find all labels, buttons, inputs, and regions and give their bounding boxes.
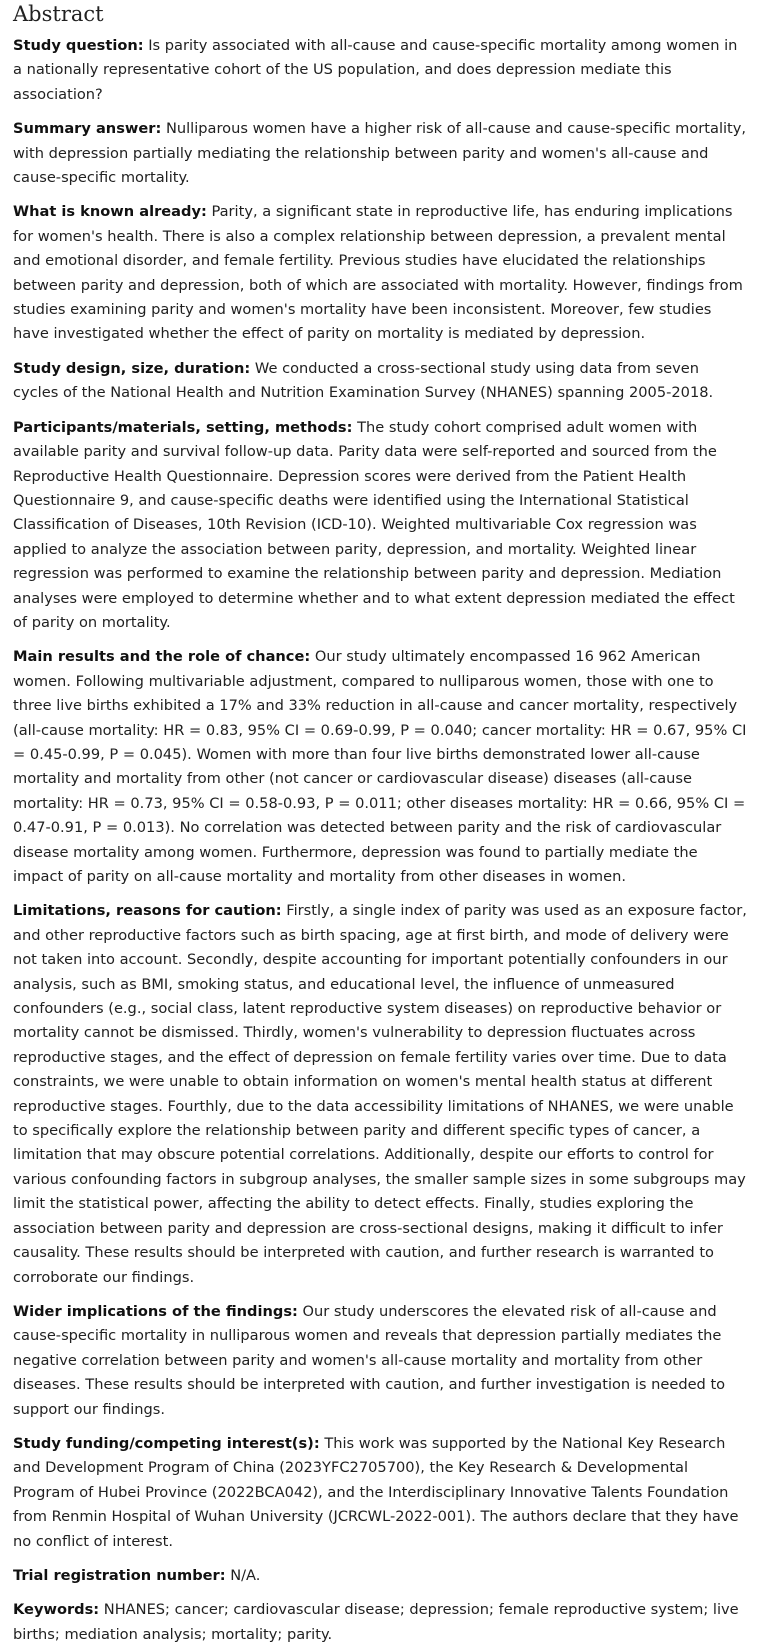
- section-label: Main results and the role of chance:: [13, 648, 311, 666]
- section-study-question: [13, 34, 748, 107]
- section-text: Our study ultimately encompassed 16 962 American women. Following multivariable adjustment, compared to nulliparous women, those with one to three live births exhibited a 17% and 33% reduction in all-cause and cancer mortality, respectively (all-cause mortality: HR = 0.83, 95% CI = 0.69-0.99, P = 0.040; cancer mortality: HR = 0.67, 95% CI = 0.45-0.99, P = 0.045). Women with more than four live births demonstrated lower all-cause mortality and mortality from other (not cancer or cardiovascular disease) diseases (all-cause mortality: HR = 0.73, 95% CI = 0.58-0.93, P = 0.011; other diseases mortality: HR = 0.66, 95% CI = 0.47-0.91, P = 0.013). No correlation was detected between parity and the risk of cardiovascular disease mortality among women. Furthermore, depression was found to partially mediate the impact of parity on all-cause mortality and mortality from other diseases in women.: [13, 648, 747, 885]
- abstract-heading: Abstract: [13, 2, 104, 26]
- section-text: Is parity associated with all-cause and cause-specific mortality among women in a nationally representative cohort of the US population, and does depression mediate this association?: [13, 37, 738, 103]
- section-text: Firstly, a single index of parity was used as an exposure factor, and other reproductive factors such as birth spacing, age at first birth, and mode of delivery were not taken into account. Secondly, despite accounting for important potentially confounders in our analysis, such as BMI, smoking status, and educational level, the influence of unmeasured confounders (e.g., social class, latent reproductive system diseases) on reproductive behavior or mortality cannot be dismissed. Thirdly, women's vulnerability to depression fluctuates across reproductive stages, and the effect of depression on female fertility varies over time. Due to data constraints, we were unable to obtain information on women's mental health status at different reproductive stages. Fourthly, due to the data accessibility limitations of NHANES, we were unable to specifically explore the relationship between parity and different specific types of cancer, a limitation that may obscure potential correlations. Additionally, despite our efforts to control for various confounding factors in subgroup analyses, the smaller sample sizes in some subgroups may limit the statistical power, affecting the ability to detect effects. Finally, studies exploring the association between parity and depression are cross-sectional designs, making it difficult to infer causality. These results should be interpreted with caution, and further research is warranted to corroborate our findings.: [13, 902, 747, 1286]
- section-text: Parity, a significant state in reproductive life, has enduring implications for women's health. There is also a complex relationship between depression, a prevalent mental and emotional disorder, and female fertility. Previous studies have elucidated the relationships between parity and depression, both of which are associated with mortality. However, findings from studies examining parity and women's mortality have been inconsistent. Moreover, few studies have investigated whether the effect of parity on mortality is mediated by depression.: [13, 203, 743, 343]
- section-label: Wider implications of the findings:: [13, 1302, 298, 1320]
- section-text: Our study underscores the elevated risk of all-cause and cause-specific mortality in nulliparous women and reveals that depression partially mediates the negative correlation between parity and women's all-cause mortality and mortality from other diseases. These results should be interpreted with caution, and further investigation is needed to support our findings.: [13, 1302, 726, 1418]
- section-label: Summary answer:: [13, 120, 162, 138]
- section-main-results: [13, 645, 748, 889]
- section-text: Nulliparous women have a higher risk of all-cause and cause-specific mortality, with depression partially mediating the relationship between parity and women's all-cause and cause-specific mortality.: [13, 120, 747, 187]
- section-trial-registration: [13, 1564, 748, 1588]
- section-text: N/A.: [230, 1566, 261, 1584]
- section-wider-implications: [13, 1300, 748, 1422]
- section-text: NHANES; cancer; cardiovascular disease; depression; female reproductive system; live births; mediation analysis; mortality; parity.: [13, 1601, 739, 1643]
- section-label: Limitations, reasons for caution:: [13, 902, 282, 920]
- section-study-design: [13, 357, 748, 406]
- section-label: Study funding/competing interest(s):: [13, 1434, 320, 1452]
- section-label: Participants/materials, setting, methods:: [13, 418, 353, 436]
- section-text: The study cohort comprised adult women with available parity and survival follow-up data. Parity data were self-reported and sourced from the Reproductive Health Questionnaire. Depression scores were derived from the Patient Health Questionnaire 9, and cause-specific deaths were identified using the International Statistical Classification of Diseases, 10th Revision (ICD-10). Weighted multivariable Cox regression was applied to analyze the association between parity, depression, and mortality. Weighted linear regression was performed to examine the relationship between parity and depression. Mediation analyses were employed to determine whether and to what extent depression mediated the effect of parity on mortality.: [13, 418, 735, 631]
- section-text: This work was supported by the National Key Research and Development Program of China (2023YFC2705700), the Key Research & Developmental Program of Hubei Province (2022BCA042), and the Interdisciplinary Innovative Talents Foundation from Renmin Hospital of Wuhan University (JCRCWL-2022-001). The authors declare that they have no conflict of interest.: [13, 1434, 739, 1550]
- section-text: We conducted a cross-sectional study using data from seven cycles of the National Health and Nutrition Examination Survey (NHANES) spanning 2005-2018.: [13, 359, 714, 402]
- section-limitations: [13, 899, 748, 1290]
- section-label: Keywords:: [13, 1601, 100, 1619]
- section-label: Study question:: [13, 37, 144, 54]
- section-summary-answer: [13, 117, 748, 190]
- section-label: What is known already:: [13, 203, 207, 221]
- abstract-content: [13, 0, 748, 1643]
- section-what-is-known: [13, 200, 748, 346]
- section-funding: [13, 1432, 748, 1554]
- section-keywords: [13, 1598, 748, 1647]
- section-label: Trial registration number:: [13, 1566, 226, 1584]
- section-participants-methods: [13, 416, 748, 636]
- section-label: Study design, size, duration:: [13, 359, 251, 377]
